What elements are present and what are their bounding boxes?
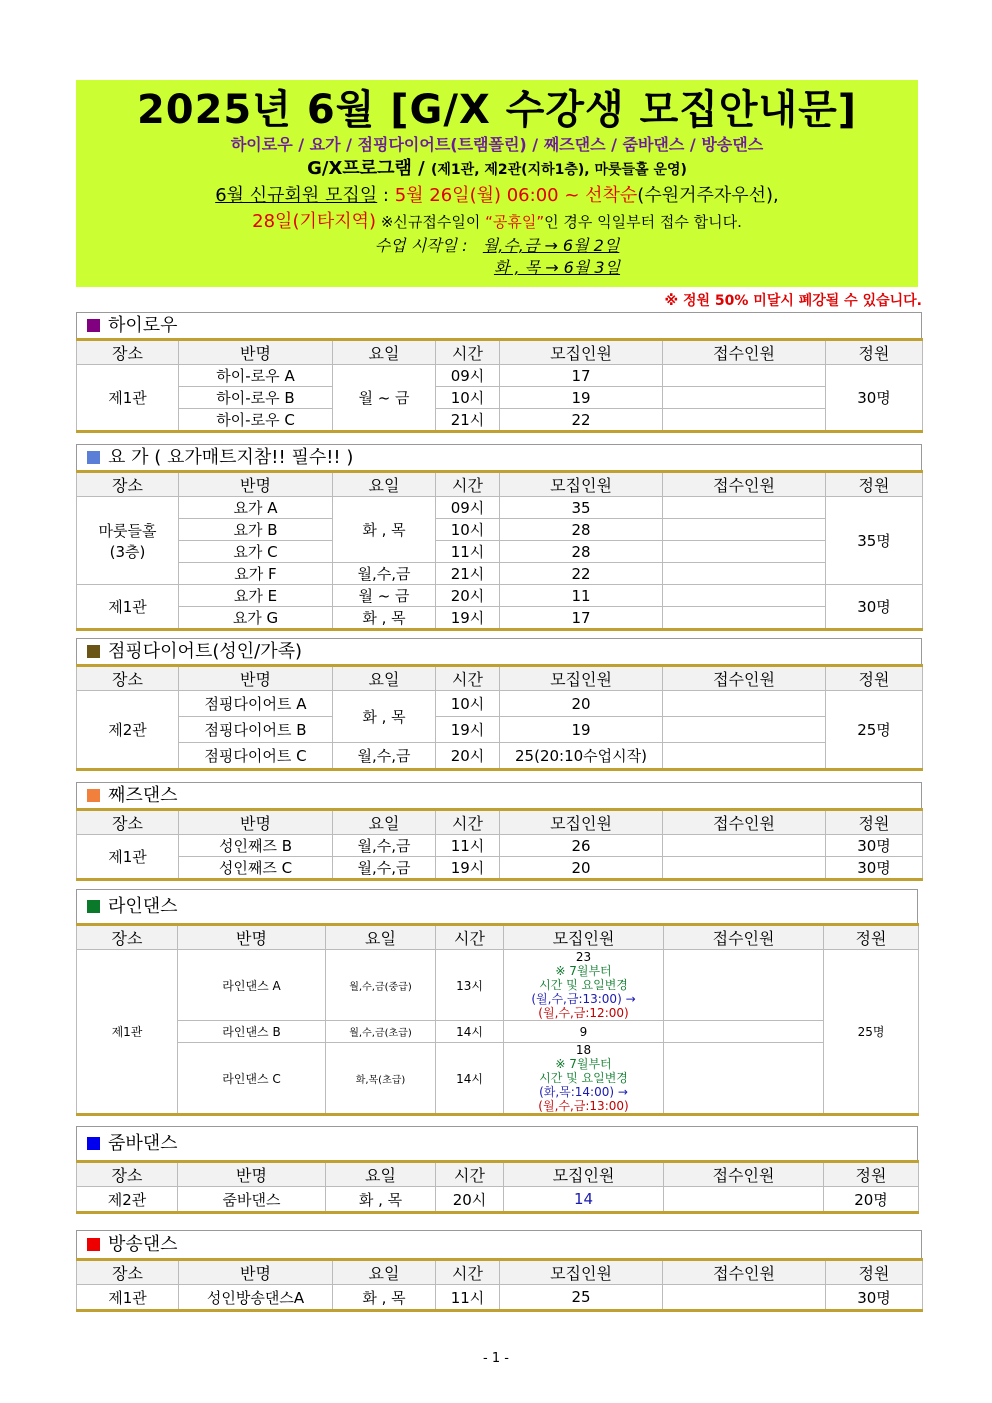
day-cell: 월,수,금(중급) [326, 950, 436, 1021]
time-cell: 09시 [436, 497, 500, 519]
received-cell [663, 835, 826, 857]
start-label: 수업 시작일 : [374, 236, 468, 255]
col-time: 시간 [436, 1162, 504, 1187]
capacity-cell: 30명 [826, 835, 923, 857]
place-cell: 제2관 [77, 691, 179, 770]
recruit-cell: 11 [500, 585, 663, 607]
class-cell: 요가 C [179, 541, 333, 563]
table-row [77, 1021, 919, 1043]
gx-program-line [76, 156, 918, 183]
class-cell: 성인째즈 C [179, 857, 333, 880]
recruit-colon: : [377, 185, 395, 206]
col-day: 요일 [333, 810, 436, 835]
line-title: 라인댄스 [108, 896, 178, 917]
section-yoga [76, 444, 922, 631]
table-header-row [77, 666, 923, 691]
col-day: 요일 [333, 666, 436, 691]
col-day: 요일 [333, 340, 436, 365]
col-received: 접수인원 [664, 1162, 824, 1187]
class-cell: 점핑다이어트 C [179, 743, 333, 770]
schedule-new: (월,수,금:12:00) [538, 1006, 629, 1020]
class-cell: 줌바댄스 [178, 1187, 326, 1213]
received-cell [664, 1043, 824, 1115]
table-header-row [77, 472, 923, 497]
col-place: 장소 [77, 1260, 179, 1285]
time-cell: 19시 [436, 857, 500, 880]
col-recruit: 모집인원 [504, 1162, 664, 1187]
day-cell: 화 , 목 [333, 691, 436, 743]
time-cell: 10시 [436, 519, 500, 541]
start-date-line-1 [76, 235, 918, 257]
col-capacity: 정원 [824, 1162, 919, 1187]
col-capacity: 정원 [824, 925, 919, 950]
place-floor: (3층) [109, 542, 146, 561]
col-received: 접수인원 [663, 666, 826, 691]
received-cell [663, 541, 826, 563]
jump-table [76, 664, 923, 771]
col-class: 반명 [179, 340, 333, 365]
received-cell [663, 857, 826, 880]
recruit-cell: 20 [500, 691, 663, 717]
day-cell: 월 ~ 금 [333, 365, 436, 432]
header-banner [76, 80, 918, 287]
class-cell: 하이-로우 B [179, 387, 333, 409]
hilo-title: 하이로우 [108, 315, 178, 336]
day-cell: 월 ~ 금 [333, 585, 436, 607]
table-row [77, 541, 923, 563]
class-cell: 요가 F [179, 563, 333, 585]
schedule-note: ※ 7월부터 [555, 1057, 612, 1071]
time-cell: 20시 [436, 743, 500, 770]
received-cell [664, 950, 824, 1021]
time-cell: 11시 [436, 835, 500, 857]
section-title-broadcast [76, 1230, 922, 1258]
received-cell [663, 607, 826, 630]
schedule-note: 시간 및 요일변경 [539, 1071, 628, 1085]
time-cell: 19시 [436, 717, 500, 743]
received-cell [663, 409, 826, 432]
recruit-cell: 35 [500, 497, 663, 519]
recruit-cell: 14 [504, 1187, 664, 1213]
capacity-cell: 30명 [826, 857, 923, 880]
received-cell [664, 1187, 824, 1213]
table-row [77, 563, 923, 585]
gx-venues: (제1관, 제2관(지하1층), 마룻들홀 운영) [431, 162, 687, 178]
section-title-zumba [76, 1126, 918, 1160]
class-cell: 라인댄스 C [178, 1043, 326, 1115]
hilo-table [76, 338, 923, 433]
received-cell [663, 519, 826, 541]
recruit-cell: 17 [500, 365, 663, 387]
class-cell: 요가 E [179, 585, 333, 607]
class-cell: 하이-로우 A [179, 365, 333, 387]
table-row [77, 857, 923, 880]
section-title-yoga [76, 444, 922, 470]
class-cell: 요가 G [179, 607, 333, 630]
section-title-linedance [76, 889, 918, 923]
col-class: 반명 [178, 925, 326, 950]
section-jazz [76, 782, 922, 881]
class-cell: 요가 A [179, 497, 333, 519]
day-cell: 월,수,금 [333, 563, 436, 585]
col-recruit: 모집인원 [500, 340, 663, 365]
square-bullet-icon [87, 645, 100, 658]
square-bullet-icon [87, 451, 100, 464]
day-cell: 화 , 목 [333, 497, 436, 563]
section-zumba [76, 1126, 918, 1214]
table-header-row [77, 810, 923, 835]
recruit-cell: 26 [500, 835, 663, 857]
recruit-line [76, 183, 918, 209]
schedule-new: (월,수,금:13:00) [538, 1099, 629, 1113]
schedule-old: (화,목:14:00) → [539, 1085, 628, 1099]
day-cell: 월,수,금 [333, 835, 436, 857]
capacity-cell: 25명 [824, 950, 919, 1115]
table-row [77, 717, 923, 743]
capacity-cell: 25명 [826, 691, 923, 770]
recruit-value: 23 [575, 950, 592, 964]
jump-title: 점핑다이어트(성인/가족) [108, 641, 302, 662]
col-time: 시간 [436, 340, 500, 365]
recruit-cell [504, 950, 664, 1021]
program-list: 하이로우 / 요가 / 점핑다이어트(트램폴린) / 째즈댄스 / 줌바댄스 / 방송댄스 [230, 135, 764, 154]
col-time: 시간 [436, 472, 500, 497]
received-cell [663, 1285, 826, 1311]
other-region-line [76, 209, 918, 235]
col-class: 반명 [179, 472, 333, 497]
class-cell: 라인댄스 A [178, 950, 326, 1021]
recruit-cell: 25(20:10수업시작) [500, 743, 663, 770]
table-row [77, 1043, 919, 1115]
other-region-date: 28일(기타지역) [252, 211, 377, 232]
class-cell: 성인방송댄스A [179, 1285, 333, 1311]
col-capacity: 정원 [826, 472, 923, 497]
col-received: 접수인원 [663, 1260, 826, 1285]
capacity-cell: 35명 [826, 497, 923, 585]
received-cell [663, 365, 826, 387]
table-row [77, 365, 923, 387]
col-capacity: 정원 [826, 666, 923, 691]
recruit-cell: 28 [500, 519, 663, 541]
square-bullet-icon [87, 319, 100, 332]
col-recruit: 모집인원 [504, 925, 664, 950]
start-date-tt: 화 , 목 → 6월 3일 [493, 258, 621, 277]
col-received: 접수인원 [663, 810, 826, 835]
table-row [77, 409, 923, 432]
col-recruit: 모집인원 [500, 666, 663, 691]
col-time: 시간 [436, 925, 504, 950]
recruit-label: 6월 신규회원 모집일 [215, 185, 378, 206]
recruit-cell: 19 [500, 387, 663, 409]
gx-title: G/X프로그램 / [307, 158, 425, 179]
place-cell: 제1관 [77, 1285, 179, 1311]
time-cell: 10시 [436, 691, 500, 717]
schedule-note: ※ 7월부터 [555, 964, 612, 978]
col-class: 반명 [179, 666, 333, 691]
recruit-value: 18 [575, 1043, 592, 1057]
day-cell: 월,수,금(초급) [326, 1021, 436, 1043]
broad-table [76, 1258, 923, 1312]
section-title-jumping [76, 638, 922, 664]
received-cell [663, 563, 826, 585]
place-cell: 제1관 [77, 585, 179, 630]
table-row [77, 835, 923, 857]
col-place: 장소 [77, 472, 179, 497]
col-recruit: 모집인원 [500, 472, 663, 497]
time-cell: 11시 [436, 541, 500, 563]
zumba-title: 줌바댄스 [108, 1133, 178, 1154]
table-row [77, 950, 919, 1021]
table-row [77, 607, 923, 630]
day-cell: 화 , 목 [333, 607, 436, 630]
section-title-hilo [76, 312, 922, 338]
table-row [77, 585, 923, 607]
schedule-old: (월,수,금:13:00) → [531, 992, 636, 1006]
line-table [76, 923, 919, 1116]
table-row [77, 743, 923, 770]
received-cell [663, 691, 826, 717]
square-bullet-icon [87, 1137, 100, 1150]
day-cell: 월,수,금 [333, 743, 436, 770]
time-cell: 14시 [436, 1043, 504, 1115]
received-cell [664, 1021, 824, 1043]
section-hilo [76, 312, 922, 433]
time-cell: 13시 [436, 950, 504, 1021]
table-row [77, 691, 923, 717]
recruit-cell: 20 [500, 857, 663, 880]
time-cell: 11시 [436, 1285, 500, 1311]
recruit-cell: 9 [504, 1021, 664, 1043]
col-recruit: 모집인원 [500, 810, 663, 835]
col-day: 요일 [326, 925, 436, 950]
yoga-title: 요 가 ( 요가매트지참!! 필수!! ) [108, 447, 354, 468]
holiday-word: “공휴일” [485, 213, 545, 231]
table-row [77, 387, 923, 409]
start-date-line-2 [76, 257, 918, 279]
jazz-table [76, 808, 923, 881]
time-cell: 21시 [436, 563, 500, 585]
col-place: 장소 [77, 340, 179, 365]
schedule-note: 시간 및 요일변경 [539, 978, 628, 992]
section-linedance [76, 889, 918, 1116]
recruit-cell: 28 [500, 541, 663, 563]
table-row [77, 497, 923, 519]
recruit-cell [504, 1043, 664, 1115]
received-cell [663, 585, 826, 607]
class-cell: 라인댄스 B [178, 1021, 326, 1043]
col-place: 장소 [77, 925, 178, 950]
start-date-mwf: 월,수,금 → 6월 2일 [482, 236, 620, 255]
square-bullet-icon [87, 1238, 100, 1251]
table-row [77, 519, 923, 541]
col-time: 시간 [436, 666, 500, 691]
capacity-cell: 20명 [824, 1187, 919, 1213]
table-header-row [77, 340, 923, 365]
time-cell: 09시 [436, 365, 500, 387]
col-time: 시간 [436, 810, 500, 835]
col-recruit: 모집인원 [500, 1260, 663, 1285]
section-title-jazz [76, 782, 922, 808]
place-cell: 제1관 [77, 835, 179, 880]
received-cell [663, 387, 826, 409]
col-day: 요일 [333, 1260, 436, 1285]
class-cell: 하이-로우 C [179, 409, 333, 432]
col-capacity: 정원 [826, 1260, 923, 1285]
capacity-cell: 30명 [826, 585, 923, 630]
recruit-cell: 22 [500, 409, 663, 432]
zumba-table [76, 1160, 919, 1214]
time-cell: 14시 [436, 1021, 504, 1043]
col-received: 접수인원 [663, 472, 826, 497]
yoga-table [76, 470, 923, 631]
time-cell: 21시 [436, 409, 500, 432]
recruit-cell: 25 [500, 1285, 663, 1311]
cancellation-notice: ※ 정원 50% 미달시 폐강될 수 있습니다. [664, 293, 922, 309]
col-class: 반명 [179, 810, 333, 835]
page-number: - 1 - [483, 1351, 509, 1366]
recruit-cell: 17 [500, 607, 663, 630]
class-cell: 점핑다이어트 B [179, 717, 333, 743]
time-cell: 20시 [436, 1187, 504, 1213]
table-header-row [77, 1162, 919, 1187]
col-time: 시간 [436, 1260, 500, 1285]
class-cell: 성인째즈 B [179, 835, 333, 857]
table-row [77, 1187, 919, 1213]
col-place: 장소 [77, 810, 179, 835]
time-cell: 10시 [436, 387, 500, 409]
place-cell: 제1관 [77, 365, 179, 432]
day-cell: 화,목(초급) [326, 1043, 436, 1115]
place-cell [77, 497, 179, 585]
table-header-row [77, 1260, 923, 1285]
col-received: 접수인원 [663, 340, 826, 365]
recruit-cell: 22 [500, 563, 663, 585]
square-bullet-icon [87, 900, 100, 913]
holiday-note-a: ※신규접수일이 [376, 213, 486, 231]
col-capacity: 정원 [826, 810, 923, 835]
class-cell: 요가 B [179, 519, 333, 541]
day-cell: 화 , 목 [333, 1285, 436, 1311]
day-cell: 월,수,금 [333, 857, 436, 880]
col-capacity: 정원 [826, 340, 923, 365]
holiday-note-b: 인 경우 익일부터 접수 합니다. [544, 213, 742, 231]
place-name: 마룻들홀 [98, 521, 157, 540]
section-jumping [76, 638, 922, 771]
broad-title: 방송댄스 [108, 1234, 178, 1255]
section-broadcast [76, 1230, 922, 1312]
capacity-cell: 30명 [826, 1285, 923, 1311]
col-received: 접수인원 [664, 925, 824, 950]
col-place: 장소 [77, 666, 179, 691]
received-cell [663, 497, 826, 519]
capacity-cell: 30명 [826, 365, 923, 432]
place-cell: 제2관 [77, 1187, 178, 1213]
time-cell: 20시 [436, 585, 500, 607]
place-cell: 제1관 [77, 950, 178, 1115]
col-class: 반명 [179, 1260, 333, 1285]
square-bullet-icon [87, 789, 100, 802]
jazz-title: 째즈댄스 [108, 785, 178, 806]
day-cell: 화 , 목 [326, 1187, 436, 1213]
col-place: 장소 [77, 1162, 178, 1187]
recruit-cell: 19 [500, 717, 663, 743]
col-class: 반명 [178, 1162, 326, 1187]
class-cell: 점핑다이어트 A [179, 691, 333, 717]
received-cell [663, 743, 826, 770]
received-cell [663, 717, 826, 743]
time-cell: 19시 [436, 607, 500, 630]
recruit-note: (수원거주자우선), [637, 185, 779, 206]
table-header-row [77, 925, 919, 950]
col-day: 요일 [333, 472, 436, 497]
table-row [77, 1285, 923, 1311]
recruit-date: 5월 26일(월) 06:00 ~ 선착순 [394, 185, 638, 206]
page-title: 2025년 6월 [G/X 수강생 모집안내문] [136, 87, 858, 133]
col-day: 요일 [326, 1162, 436, 1187]
